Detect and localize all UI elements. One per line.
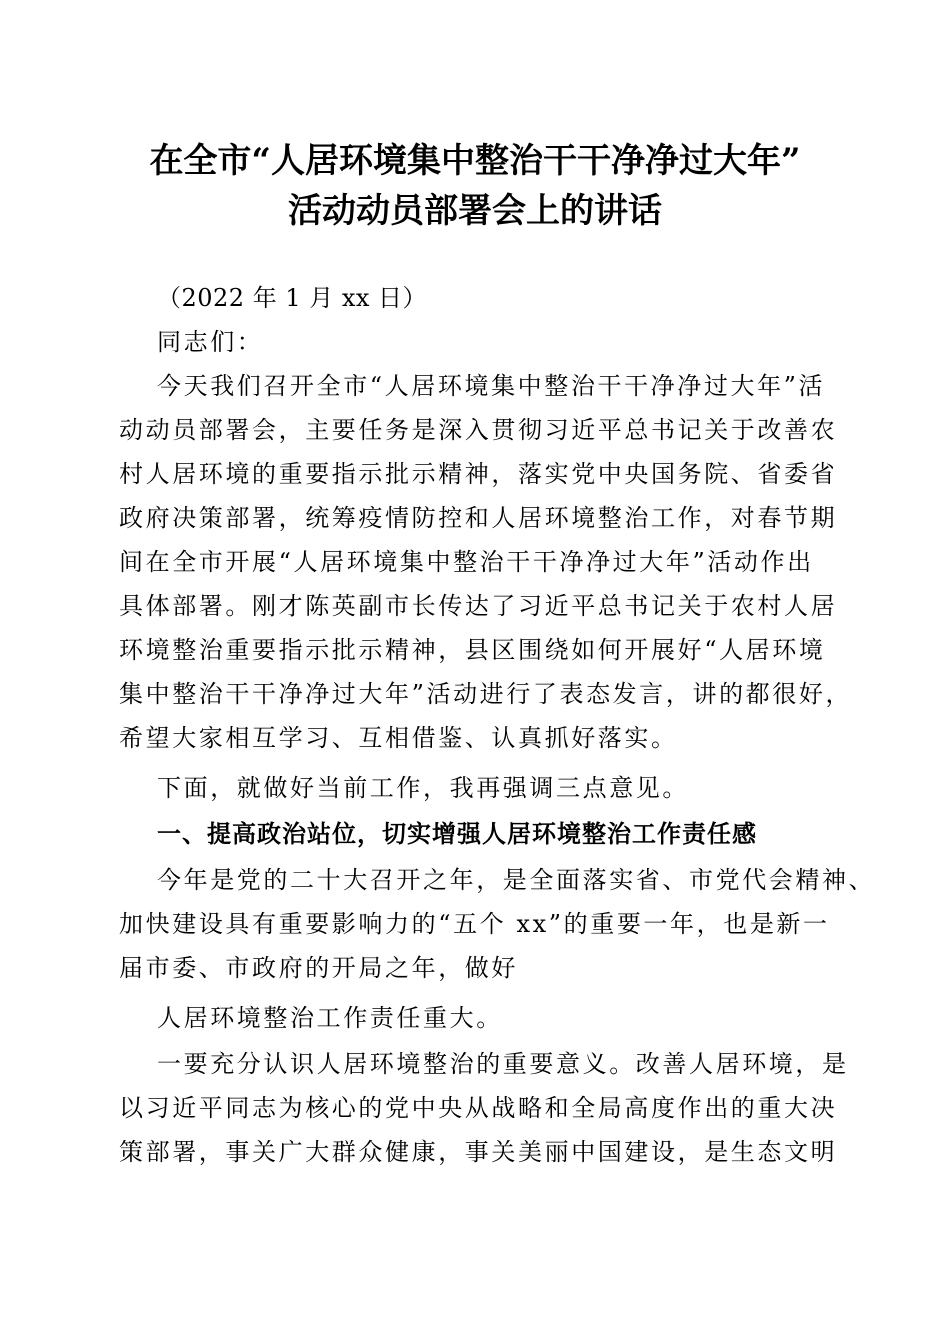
paragraph-line: 人居环境整治工作责任重大。 [157, 1004, 503, 1032]
paragraph-line: 一要充分认识人居环境整治的重要意义。改善人居环境，是 [157, 1050, 849, 1078]
paragraph-line: 策部署，事关广大群众健康，事关美丽中国建设，是生态文明 [119, 1138, 838, 1166]
paragraph-line: 具体部署。刚才陈英副市长传达了习近平总书记关于农村人居 [119, 592, 838, 620]
paragraph-line: 政府决策部署，统筹疫情防控和人居环境整治工作，对春节期 [119, 504, 838, 532]
paragraph-line: 届市委、市政府的开局之年，做好 [119, 954, 518, 982]
paragraph-line: 下面，就做好当前工作，我再强调三点意见。 [157, 774, 689, 802]
paragraph-line: 希望大家相互学习、互相借鉴、认真抓好落实。 [119, 724, 678, 752]
section-heading: 一、提高政治站位，切实增强人居环境整治工作责任感 [157, 820, 757, 848]
paragraph-line: 村人居环境的重要指示批示精神，落实党中央国务院、省委省 [119, 460, 838, 488]
paragraph-line: 加快建设具有重要影响力的“五个 xx”的重要一年，也是新一 [119, 910, 830, 938]
paragraph-line: 以习近平同志为核心的党中央从战略和全局高度作出的重大决 [119, 1094, 838, 1122]
document-title-line-2: 活动动员部署会上的讲话 [288, 191, 662, 231]
speech-date: （2022 年 1 月 xx 日） [157, 284, 428, 312]
paragraph-line: 间在全市开展“人居环境集中整治干干净净过大年”活动作出 [119, 548, 814, 576]
paragraph-line: 环境整治重要指示批示精神，县区围绕如何开展好“人居环境 [119, 636, 826, 664]
paragraph-line: 今天我们召开全市“人居环境集中整治干干净净过大年”活 [157, 372, 826, 400]
document-body [119, 0, 876, 1344]
paragraph-line: 动动员部署会，主要任务是深入贯彻习近平总书记关于改善农 [119, 416, 838, 444]
document-title-line-1: 在全市“人居环境集中整治干干净净过大年” [149, 141, 801, 181]
paragraph-line: 集中整治干干净净过大年”活动进行了表态发言，讲的都很好， [119, 680, 853, 708]
paragraph-line: 今年是党的二十大召开之年，是全面落实省、市党代会精神、 [157, 866, 876, 894]
salutation: 同志们： [157, 328, 264, 356]
